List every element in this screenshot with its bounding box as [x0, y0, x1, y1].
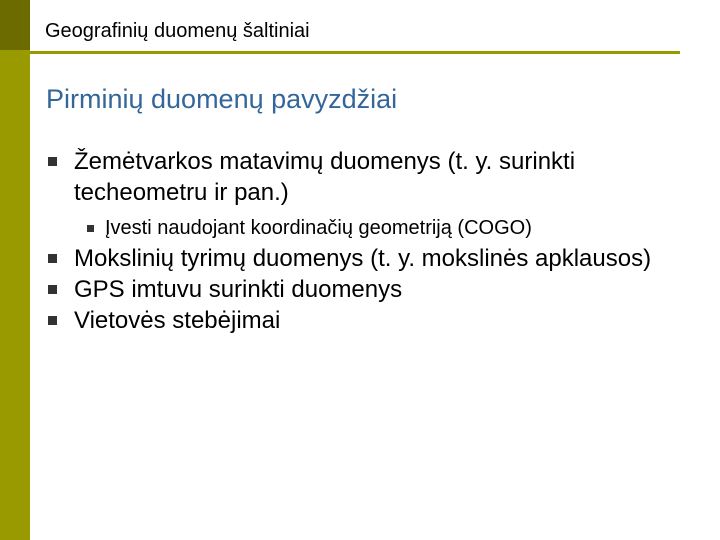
bullet-text: GPS imtuvu surinkti duomenys: [74, 276, 403, 303]
bullet-item-observation: [45, 305, 685, 336]
square-bullet-icon: [87, 225, 94, 232]
slide-title: Pirminių duomenų pavyzdžiai: [46, 84, 398, 114]
square-bullet-icon: [48, 254, 57, 263]
bullet-list: [45, 146, 685, 336]
square-bullet-icon: [48, 316, 57, 325]
bullet-text: Žemėtvarkos matavimų duomenys (t. y. surinkti techeometru ir pan.): [74, 148, 576, 206]
sidebar-accent: [0, 50, 30, 540]
square-bullet-icon: [48, 157, 57, 166]
header-divider: [30, 51, 680, 54]
bullet-text: Mokslinių tyrimų duomenys (t. y. mokslinės apklausos): [74, 245, 652, 272]
bullet-item-surveying: [45, 146, 685, 208]
sidebar-accent-dark: [0, 0, 30, 50]
header-title: Geografinių duomenų šaltiniai: [45, 20, 310, 42]
bullet-text: Vietovės stebėjimai: [74, 307, 281, 334]
sub-bullet-item-cogo: [45, 216, 685, 240]
bullet-item-gps: [45, 274, 685, 305]
bullet-item-research: [45, 243, 685, 274]
square-bullet-icon: [48, 285, 57, 294]
bullet-text: Įvesti naudojant koordinačių geometriją (COGO): [105, 217, 532, 239]
